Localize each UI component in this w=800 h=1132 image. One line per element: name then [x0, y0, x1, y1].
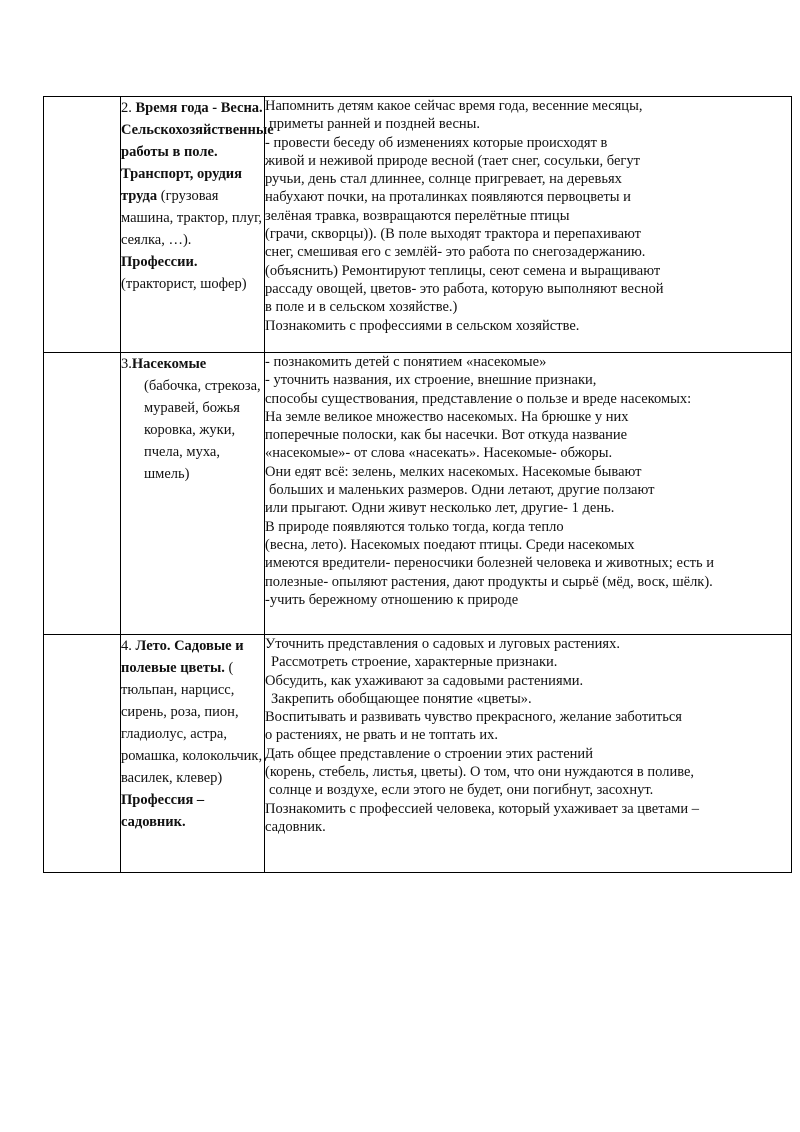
content-line: зелёная травка, возвращаются перелётные птицы: [265, 207, 570, 224]
content-line: -учить бережному отношению к природе: [265, 591, 519, 608]
topic-cell: [121, 97, 274, 353]
content-line: Познакомить с профессиями в сельском хозяйстве.: [265, 317, 580, 334]
topic-profession: Профессии.: [121, 254, 198, 270]
content-line: Уточнить представления о садовых и луговых растениях.: [265, 636, 620, 652]
content-line: или прыгают. Одни живут несколько лет, другие- 1 день.: [265, 500, 615, 517]
topic-details: (грузовая машина, трактор, плуг, сеялка, …).: [121, 188, 263, 248]
content-line: Они едят всё: зелень, мелких насекомых. Насекомые бывают: [265, 463, 642, 480]
content-line: - провести беседу об изменениях которые происходят в: [265, 134, 608, 151]
topic-number: 4.: [121, 638, 132, 654]
empty-cell: [44, 353, 121, 635]
topic-number: 3.: [121, 356, 132, 372]
content-line: (объяснить) Ремонтируют теплицы, сеют семена и выращивают: [265, 262, 661, 279]
lesson-plan-table: [43, 96, 792, 873]
content-line: садовник.: [265, 818, 326, 835]
content-line: снег, смешивая его с землёй- это работа по снегозадержанию.: [265, 244, 646, 261]
content-line: (корень, стебель, листья, цветы). О том, что они нуждаются в поливе,: [265, 764, 695, 781]
content-line: живой и неживой природе весной (тает снег, сосульки, бегут: [265, 152, 640, 169]
topic-profession-details: (тракторист, шофер): [121, 276, 247, 292]
empty-cell: [44, 97, 121, 353]
content-line: - уточнить названия, их строение, внешние признаки,: [265, 372, 597, 389]
table-row: [44, 635, 792, 873]
content-line: Обсудить, как ухаживают за садовыми растениями.: [265, 672, 584, 689]
content-line: способы существования, представление о пользе и вреде насекомых:: [265, 390, 692, 407]
topic-cell: [121, 635, 265, 873]
content-line: ручьи, день стал длиннее, солнце пригревает, на деревьях: [265, 171, 622, 188]
content-line: Напомнить детям какое сейчас время года, весенние месяцы,: [265, 98, 643, 114]
table-row: [44, 353, 792, 635]
empty-cell: [44, 635, 121, 873]
content-line: имеются вредители- переносчики болезней человека и животных; есть и: [265, 555, 715, 572]
content-line: Закрепить обобщающее понятие «цветы».: [271, 690, 532, 707]
content-line: полезные- опыляют растения, дают продукты и сырьё (мёд, воск, шёлк).: [265, 573, 713, 590]
topic-title: Лето. Садовые и полевые цветы.: [121, 638, 244, 676]
content-cell: [265, 97, 792, 353]
table-row: [44, 97, 792, 353]
content-line: рассаду овощей, цветов- это работа, которую выполняют весной: [265, 280, 664, 297]
content-line: больших и маленьких размеров. Одни летают, другие ползают: [269, 482, 655, 499]
content-line: - познакомить детей с понятием «насекомые»: [265, 354, 547, 370]
content-line: «насекомые»- от слова «насекать». Насекомые- обжоры.: [265, 445, 613, 462]
content-cell: [265, 353, 792, 635]
topic-number: 2.: [121, 100, 132, 116]
content-line: Познакомить с профессией человека, который ухаживает за цветами –: [265, 800, 699, 817]
content-line: солнце и воздухе, если этого не будет, они погибнут, засохнут.: [269, 782, 654, 799]
content-line: в поле и в сельском хозяйстве.): [265, 299, 458, 316]
content-line: поперечные полоски, как бы насечки. Вот откуда название: [265, 427, 628, 444]
content-line: Воспитывать и развивать чувство прекрасного, желание заботиться: [265, 709, 682, 726]
topic-title: Насекомые: [131, 356, 207, 372]
topic-details: ( тюльпан, нарцисс, сирень, роза, пион, гладиолус, астра, ромашка, колокольчик, василек, клевер): [121, 660, 263, 786]
content-line: (грачи, скворцы)). (В поле выходят трактора и перепахивают: [265, 226, 641, 243]
content-line: В природе появляются только тогда, когда тепло: [265, 518, 564, 535]
content-line: приметы ранней и поздней весны.: [269, 116, 481, 133]
topic-title: Время года - Весна. Сельскохозяйственные работы в поле. Транспорт, орудия труда: [121, 100, 274, 204]
content-line: Дать общее представление о строении этих растений: [265, 745, 593, 762]
content-line: Рассмотреть строение, характерные признаки.: [271, 654, 558, 671]
topic-details: (бабочка, стрекоза, муравей, божья коровка, жуки, пчела, муха, шмель): [144, 378, 261, 482]
content-line: На земле великое множество насекомых. На брюшке у них: [265, 408, 629, 425]
content-cell: [265, 635, 792, 873]
content-line: (весна, лето). Насекомых поедают птицы. Среди насекомых: [265, 536, 635, 553]
topic-cell: [121, 353, 265, 635]
content-line: о растениях, не рвать и не топтать их.: [265, 727, 498, 744]
topic-profession: Профессия – садовник.: [121, 792, 205, 830]
content-line: набухают почки, на проталинках появляются первоцветы и: [265, 189, 631, 206]
